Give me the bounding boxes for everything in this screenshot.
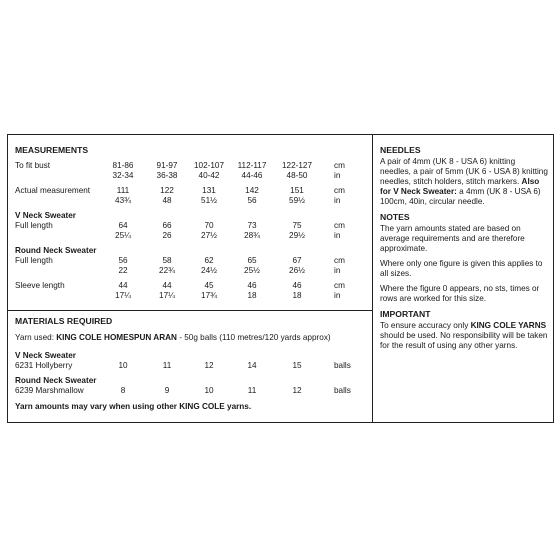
size-2-value: 66 xyxy=(162,221,172,230)
size-1-value: 22 xyxy=(118,266,128,275)
size-3-value: 131 xyxy=(202,186,216,195)
table-row xyxy=(15,256,367,266)
row-subheading: Round Neck Sweater xyxy=(15,376,97,385)
row-label: Full length xyxy=(15,256,53,265)
section-divider xyxy=(8,310,372,311)
yarn-name: KING COLE HOMESPUN ARAN xyxy=(56,333,177,342)
row-label: Full length xyxy=(15,221,53,230)
size-5-value: 75 xyxy=(292,221,302,230)
row-label: 6239 Marshmallow xyxy=(15,386,84,395)
table-row xyxy=(15,231,367,241)
size-4-value: 14 xyxy=(247,361,257,370)
size-4-value: 11 xyxy=(247,386,257,395)
size-5-value: 12 xyxy=(292,386,302,395)
size-5-value: 15 xyxy=(292,361,302,370)
size-4-value: 56 xyxy=(247,196,257,205)
row-subheading: V Neck Sweater xyxy=(15,211,76,220)
important-heading: IMPORTANT xyxy=(380,309,431,319)
notes-column xyxy=(380,145,548,356)
size-4-value: 142 xyxy=(245,186,259,195)
size-3-value: 27½ xyxy=(201,231,217,240)
size-5-value: 29½ xyxy=(289,231,305,240)
size-2-value: 22¾ xyxy=(159,266,175,275)
table-row xyxy=(15,351,367,361)
size-4-value: 25½ xyxy=(244,266,260,275)
table-row xyxy=(15,221,367,231)
important-text xyxy=(380,321,548,351)
important-text-1: To ensure accuracy only xyxy=(380,321,471,330)
size-3-value: 24½ xyxy=(201,266,217,275)
size-3-value: 102-107 xyxy=(193,161,225,170)
size-3-value: 45 xyxy=(204,281,214,290)
table-row xyxy=(15,281,367,291)
size-3-value: 40-42 xyxy=(198,171,220,180)
size-3-value: 17¾ xyxy=(201,291,217,300)
size-2-value: 26 xyxy=(162,231,172,240)
row-subheading: Round Neck Sweater xyxy=(15,246,97,255)
unit-label: in xyxy=(334,171,341,180)
column-divider xyxy=(372,135,373,422)
unit-label: in xyxy=(334,196,341,205)
size-5-value: 151 xyxy=(290,186,304,195)
size-1-value: 43¾ xyxy=(115,196,131,205)
size-3-value: 12 xyxy=(204,361,214,370)
size-4-value: 18 xyxy=(247,291,257,300)
unit-label: cm xyxy=(334,186,345,195)
materials-table xyxy=(15,351,367,396)
size-2-value: 11 xyxy=(162,361,172,370)
size-1-value: 32-34 xyxy=(112,171,134,180)
important-text-2: should be used. No responsibility will be taken for the result of using any other yarns. xyxy=(380,331,548,350)
table-row xyxy=(15,211,367,221)
yarn-suffix: - 50g balls (110 metres/120 yards approx) xyxy=(176,333,331,342)
notes-heading: NOTES xyxy=(380,212,410,222)
size-2-value: 122 xyxy=(160,186,174,195)
row-label: To fit bust xyxy=(15,161,51,170)
size-4-value: 65 xyxy=(247,256,257,265)
table-row xyxy=(15,361,367,371)
needles-text-2: a 4mm (UK 8 - USA 6) 100cm, 40in, circular needle. xyxy=(380,187,541,206)
needles-text-bold: Also for V Neck Sweater: xyxy=(380,177,540,196)
needles-text-1: A pair of 4mm (UK 8 - USA 6) knitting needles, a pair of 5mm (UK 6 - USA 8) knitting needles, stitch holders, stitch markers. xyxy=(380,157,548,186)
table-row xyxy=(15,386,367,396)
size-2-value: 58 xyxy=(162,256,172,265)
info-panel xyxy=(7,134,554,423)
unit-label: balls xyxy=(334,386,351,395)
yarn-used-line xyxy=(15,333,367,343)
unit-label: balls xyxy=(334,361,351,370)
table-row xyxy=(15,246,367,256)
row-label: Sleeve length xyxy=(15,281,65,290)
size-1-value: 44 xyxy=(118,281,128,290)
table-row xyxy=(15,291,367,301)
size-5-value: 67 xyxy=(292,256,302,265)
yarn-prefix: Yarn used: xyxy=(15,333,57,342)
size-5-value: 26½ xyxy=(289,266,305,275)
size-4-value: 73 xyxy=(247,221,257,230)
size-4-value: 112-117 xyxy=(237,161,267,170)
measurements-section xyxy=(15,145,367,301)
size-5-value: 59½ xyxy=(289,196,305,205)
size-5-value: 122-127 xyxy=(281,161,313,170)
unit-label: cm xyxy=(334,161,345,170)
size-5-value: 48-50 xyxy=(286,171,308,180)
notes-paragraph-3: Where the figure 0 appears, no sts, times or rows are worked for this size. xyxy=(380,284,540,303)
materials-footer: Yarn amounts may vary when using other KING COLE yarns. xyxy=(15,402,252,411)
important-text-bold: KING COLE YARNS xyxy=(470,321,547,330)
size-1-value: 8 xyxy=(120,386,126,395)
size-2-value: 9 xyxy=(164,386,170,395)
needles-heading: NEEDLES xyxy=(380,145,421,155)
size-1-value: 56 xyxy=(118,256,128,265)
materials-section xyxy=(15,316,367,412)
table-row xyxy=(15,161,367,171)
row-label: 6231 Hollyberry xyxy=(15,361,73,370)
size-2-value: 91-97 xyxy=(156,161,178,170)
materials-heading: MATERIALS REQUIRED xyxy=(15,316,113,326)
size-3-value: 62 xyxy=(204,256,214,265)
size-1-value: 64 xyxy=(118,221,128,230)
size-2-value: 44 xyxy=(162,281,172,290)
size-5-value: 46 xyxy=(292,281,302,290)
size-1-value: 81-86 xyxy=(112,161,134,170)
size-1-value: 10 xyxy=(118,361,128,370)
measurements-table xyxy=(15,161,367,301)
size-1-value: 17¼ xyxy=(115,291,131,300)
table-row xyxy=(15,196,367,206)
row-subheading: V Neck Sweater xyxy=(15,351,76,360)
needles-text xyxy=(380,157,548,207)
size-2-value: 48 xyxy=(162,196,172,205)
measurements-heading: MEASUREMENTS xyxy=(15,145,89,155)
unit-label: in xyxy=(334,291,341,300)
table-row xyxy=(15,266,367,276)
size-4-value: 46 xyxy=(247,281,257,290)
size-1-value: 111 xyxy=(116,186,130,195)
unit-label: in xyxy=(334,231,341,240)
table-row xyxy=(15,376,367,386)
row-label: Actual measurement xyxy=(15,186,91,195)
table-row xyxy=(15,186,367,196)
table-row xyxy=(15,171,367,181)
size-4-value: 28¾ xyxy=(244,231,260,240)
size-3-value: 10 xyxy=(204,386,214,395)
unit-label: cm xyxy=(334,221,345,230)
notes-paragraph-2: Where only one figure is given this applies to all sizes. xyxy=(380,259,543,278)
size-5-value: 18 xyxy=(292,291,302,300)
size-3-value: 70 xyxy=(204,221,214,230)
size-2-value: 17¼ xyxy=(159,291,175,300)
size-4-value: 44-46 xyxy=(241,171,263,180)
unit-label: in xyxy=(334,266,341,275)
size-3-value: 51½ xyxy=(201,196,217,205)
size-1-value: 25¼ xyxy=(115,231,131,240)
unit-label: cm xyxy=(334,281,345,290)
size-2-value: 36-38 xyxy=(156,171,178,180)
notes-paragraph-1: The yarn amounts stated are based on average requirements and are therefore approximate. xyxy=(380,224,525,253)
unit-label: cm xyxy=(334,256,345,265)
